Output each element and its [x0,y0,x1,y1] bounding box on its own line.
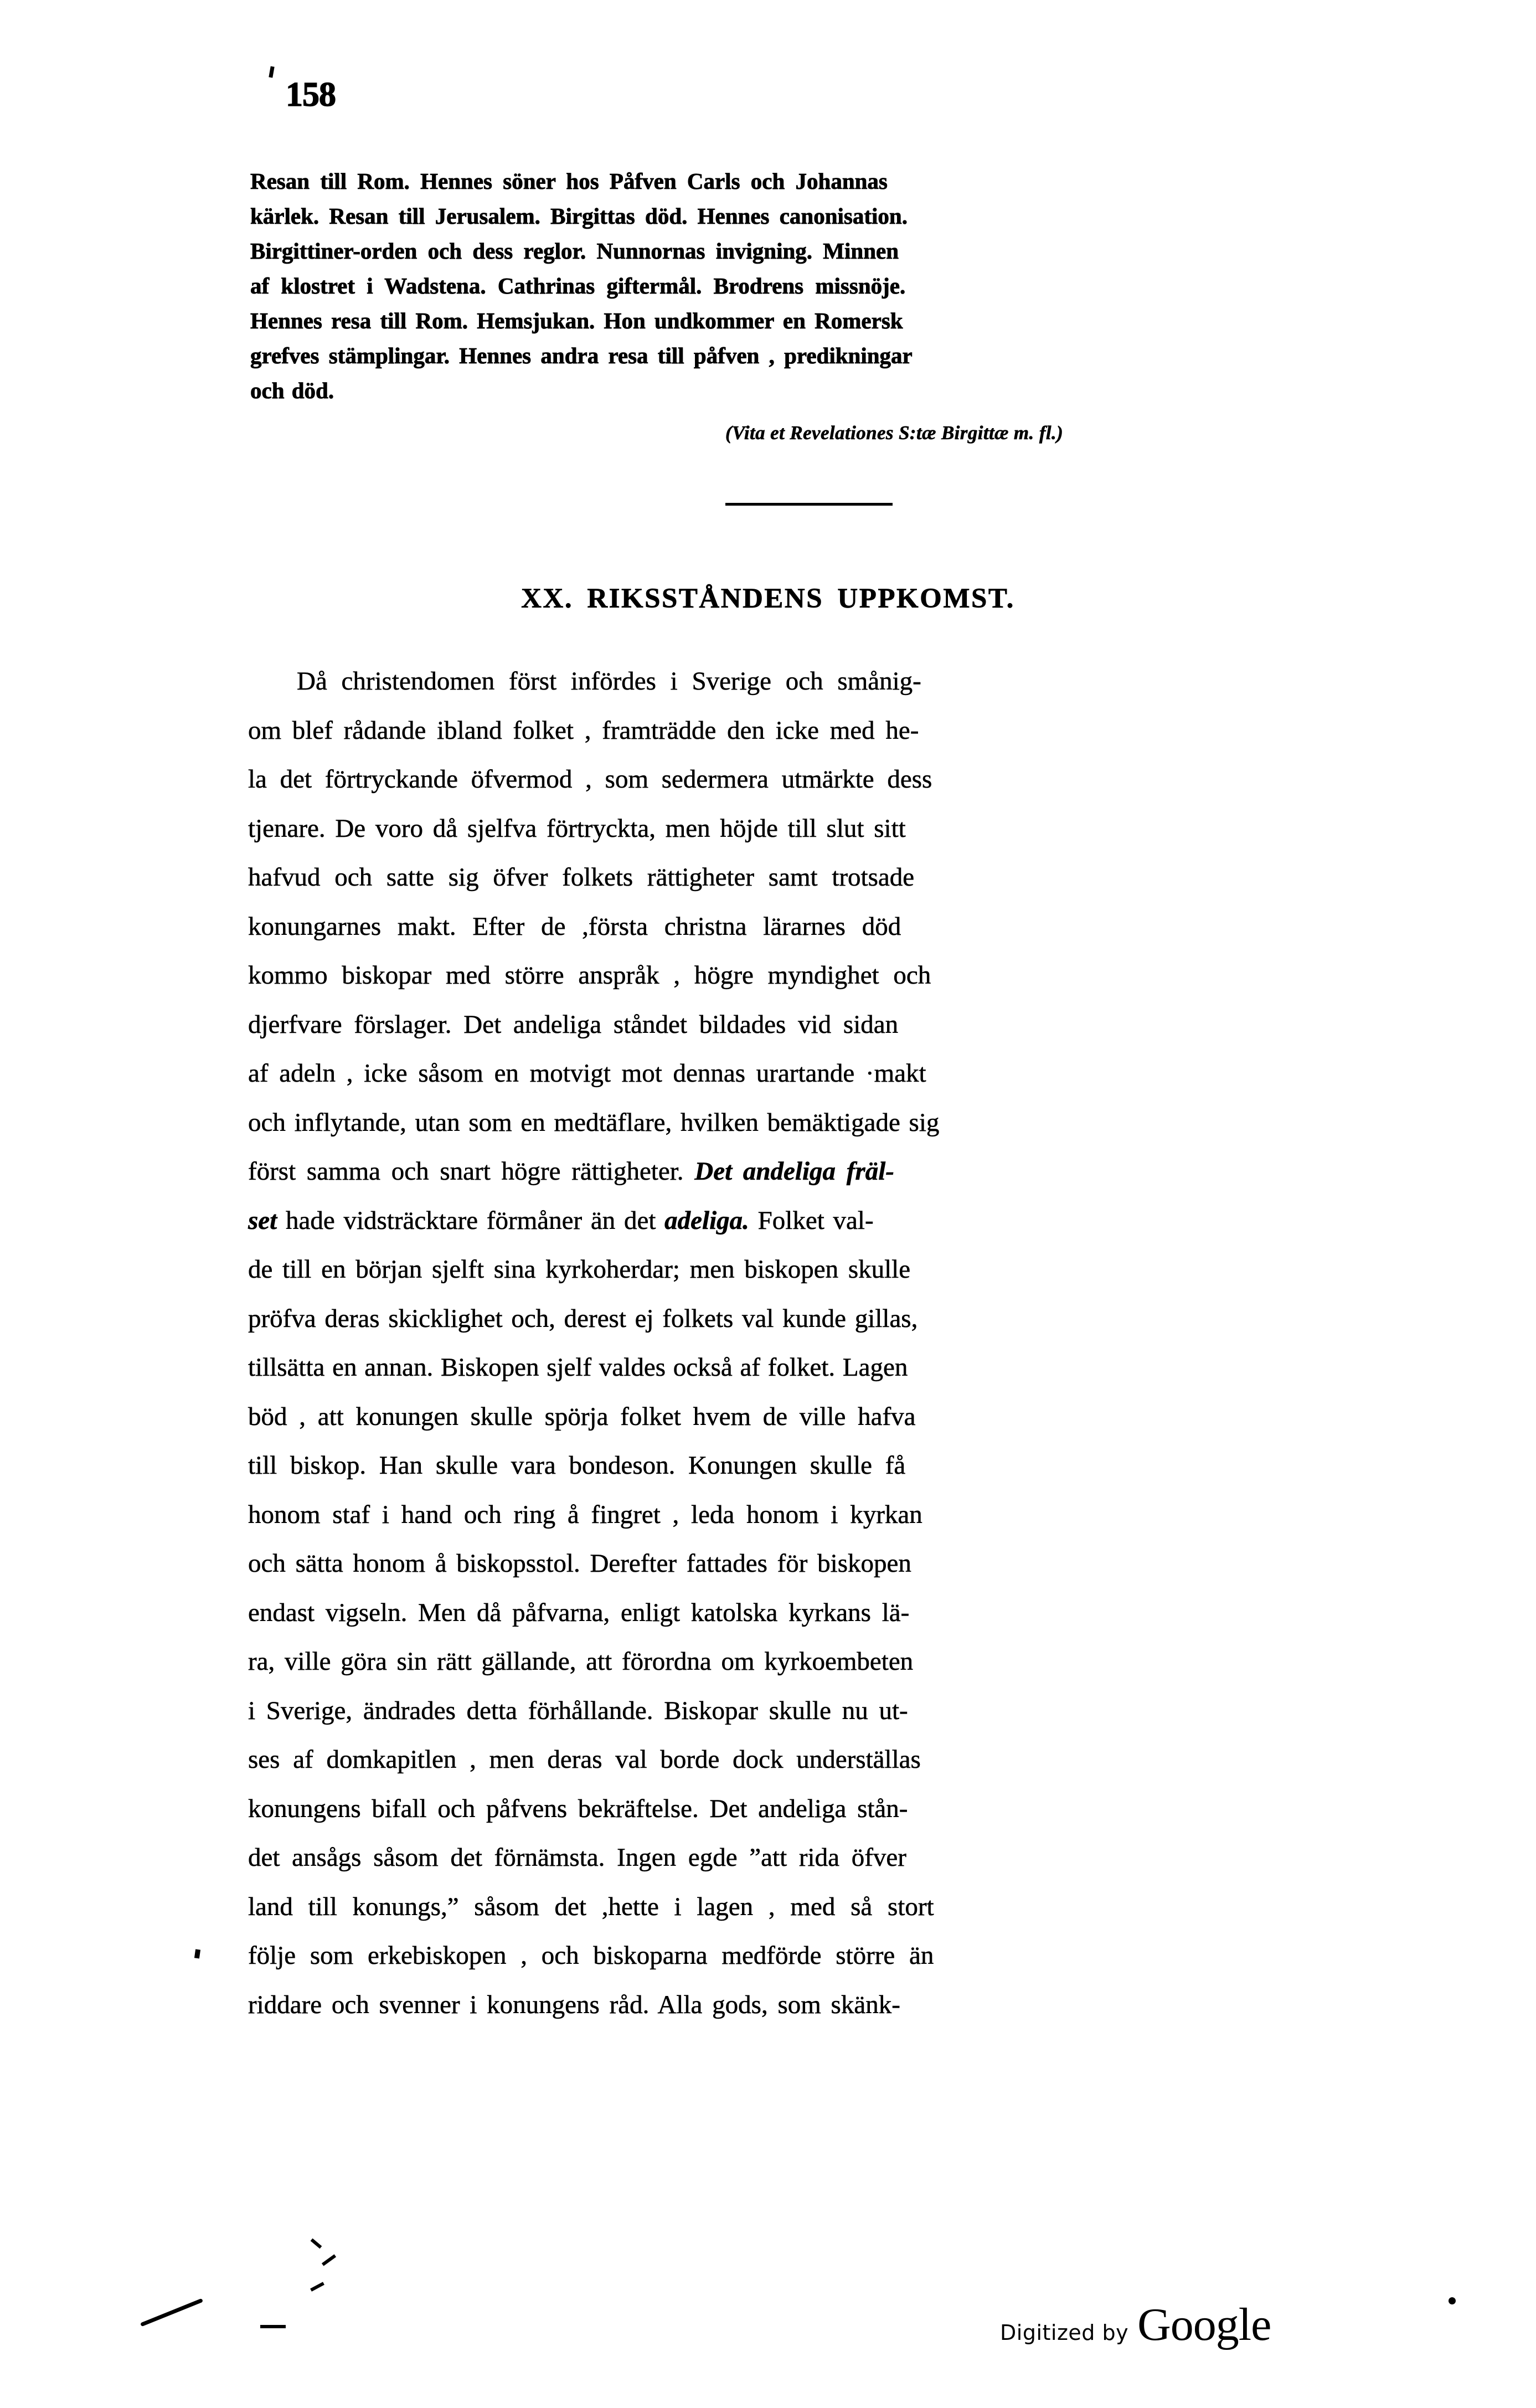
body-line: set hade vidsträcktare förmåner än det adeliga. Folket val- [248,1206,874,1235]
body-line: endast vigseln. Men då påfvarna, enligt katolska kyrkans lä- [248,1598,910,1627]
body-line: kommo biskopar med större anspråk , högre myndighet och [248,961,931,990]
body-line: följe som erkebiskopen , och biskoparna medförde större än [248,1941,934,1970]
chapter-summary-line: Hennes resa till Rom. Hemsjukan. Hon undkommer en Romersk [250,308,903,333]
body-line: pröfva deras skicklighet och, derest ej folkets val kunde gillas, [248,1304,918,1333]
body-line: djerfvare förslager. Det andeliga ståndet bildades vid sidan [248,1010,899,1039]
body-line: det ansågs såsom det förnämsta. Ingen egde ”att rida öfver [248,1843,906,1872]
scan-artifact-tick [310,2282,324,2292]
body-line: till biskop. Han skulle vara bondeson. Konungen skulle få [248,1451,906,1480]
body-line: tillsätta en annan. Biskopen sjelf valdes också af folket. Lagen [248,1353,908,1382]
body-line: Då christendomen först infördes i Sverige och smånig- [297,667,921,696]
body-line: konungens bifall och påfvens bekräftelse. Det andeliga stån- [248,1794,908,1823]
google-watermark [1000,2299,1271,2350]
body-line: de till en början sjelft sina kyrkoherdar; men biskopen skulle [248,1255,911,1284]
body-line: honom staf i hand och ring å fingret , leda honom i kyrkan [248,1500,922,1529]
body-line: af adeln , icke såsom en motvigt mot dennas urartande ·makt [248,1059,926,1088]
body-line: och sätta honom å biskopsstol. Derefter fattades för biskopen [248,1549,911,1578]
body-line: och inflytande, utan som en medtäflare, hvilken bemäktigade sig [248,1108,940,1137]
body-line: om blef rådande ibland folket , framträdde den icke med he- [248,716,919,745]
body-line: i Sverige, ändrades detta förhållande. Biskopar skulle nu ut- [248,1696,908,1725]
watermark-brand: Google [1137,2299,1271,2350]
body-line: först samma och snart högre rättigheter. Det andeliga fräl- [248,1157,894,1186]
chapter-summary-line: Birgittiner-orden och dess reglor. Nunnornas invigning. Minnen [250,238,899,264]
scan-artifact-swoosh [140,2298,203,2327]
body-line: ra, ville göra sin rätt gällande, att förordna om kyrkoembeten [248,1647,914,1676]
scan-artifact-dash [260,2325,286,2328]
chapter-summary-line: och död. [250,378,334,403]
source-citation: (Vita et Revelationes S:tæ Birgittæ m. fl.) [725,422,1064,444]
chapter-summary [250,164,1408,408]
scan-artifact-margin-dot [194,1949,200,1958]
horizontal-rule [725,503,893,506]
chapter-summary-line: Resan till Rom. Hennes söner hos Påfven Carls och Johannas [250,168,888,194]
body-line: land till konungs,” såsom det ,hette i lagen , med så stort [248,1892,934,1921]
italic-run: Det andeliga fräl- [694,1157,894,1186]
scan-artifact-top-tick [269,66,274,78]
watermark-prefix: Digitized by [1000,2320,1129,2345]
body-line: ses af domkapitlen , men deras val borde dock underställas [248,1745,921,1774]
section-heading: XX. RIKSSTÅNDENS UPPKOMST. [521,583,1015,614]
body-line: böd , att konungen skulle spörja folket hvem de ville hafva [248,1402,916,1431]
body-line: la det förtryckande öfvermod , som sedermera utmärkte dess [248,765,932,794]
chapter-summary-line: kärlek. Resan till Jerusalem. Birgittas död. Hennes canonisation. [250,203,908,229]
page-number: 158 [286,76,336,114]
body-line: tjenare. De voro då sjelfva förtryckta, men höjde till slut sitt [248,814,906,843]
chapter-summary-line: af klostret i Wadstena. Cathrinas giftermål. Brodrens missnöje. [250,273,906,299]
body-text [248,657,1410,2029]
italic-run: adeliga. [664,1206,749,1235]
body-line: hafvud och satte sig öfver folkets rättigheter samt trotsade [248,863,915,892]
scan-artifact-tick [322,2254,336,2266]
scan-artifact-dot [1449,2297,1456,2304]
scan-artifact-tick [311,2239,322,2249]
chapter-summary-line: grefves stämplingar. Hennes andra resa till påfven , predikningar [250,343,913,368]
italic-run: set [248,1206,277,1235]
body-line: riddare och svenner i konungens råd. Alla gods, som skänk- [248,1990,900,2019]
body-line: konungarnes makt. Efter de ,första christna lärarnes död [248,912,901,941]
